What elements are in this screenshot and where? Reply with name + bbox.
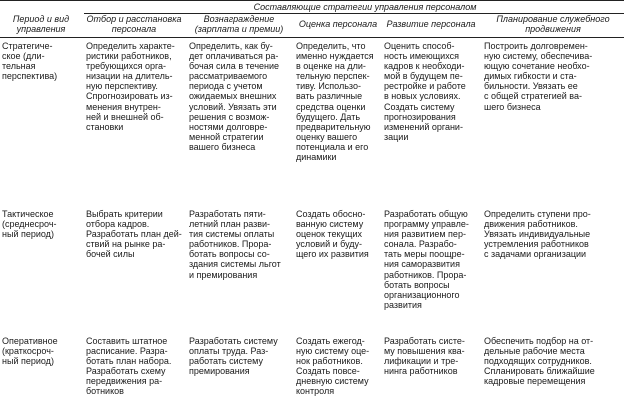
row-strategic-period: Стратегиче- ское (дли- тельная перспектива) [2,41,58,82]
header-bottom-rule [0,37,624,38]
top-rule [0,0,624,1]
col-header-reward: Вознаграждение (зарплата и премии) [194,14,284,34]
row-operational-career: Обеспечить подбор на от- дельные рабочие места подходящих сотрудников. Спланировать ближайшие кадровые перемещения [484,336,595,387]
col-header-period: Период и вид управления [12,14,70,34]
row-tactical-assessment: Создать обосно- ванную систему оценок текущих условий и буду- щего их развития [296,209,369,260]
row-strategic-development: Оценить способ- ность имеющихся кадров к необходи- мой в будущем пе- рестройке и работе в новых условиях. Создать систему прогнозирования изменений органи- зации [384,41,466,142]
row-strategic-assessment: Определить, что именно нуждается в оценке на дли- тельную перспек- тиву. Использо- вать различные средства оценки будущего. Дать предварительную оценку вашего потенциала и его динамики [296,41,374,163]
col-header-development: Развитие персонала [386,19,476,29]
row-strategic-reward: Определить, как бу- дет оплачиваться ра- бочая сила в течение рассматриваемого периода с учетом ожидаемых внешних условий. Увязать эти решения с возмож- ностями долговре- менной стратегии вашего бизнеса [189,41,280,152]
row-tactical-period: Тактическое (среднесроч- ный период) [2,209,57,240]
row-operational-reward: Разработать систему оплаты труда. Раз- работать систему премирования [189,336,278,377]
row-operational-assessment: Создать ежегод- ную систему оце- нок работников. Создать повсе- дневную систему контроля [296,336,370,397]
row-operational-selection: Составить штатное расписание. Разра- ботать план набора. Разработать схему передвижения ра- ботников [86,336,172,397]
row-tactical-development: Разработать общую программу управле- ния развитием пер- сонала. Разрабо- тать меры поощре- ния саморазвития работников. Прора- ботать вопросы организационного развития [384,209,469,310]
row-strategic-career: Построить долговремен- ную систему, обеспечива- ющую сочетание необхо- димых гибкости и ста- бильности. Увязать ее с общей стратегией ва- шего бизнеса [484,41,593,112]
row-strategic-selection: Определить характе- ристики работников, требующихся орга- низации на длитель- ную перспективу. Спрогнозировать из- менения внутрен- ней и внешней об- становки [86,41,175,132]
row-operational-period: Оперативное (краткосроч- ный период) [2,336,58,367]
row-tactical-career: Определить ступени про- движения работников. Увязать индивидуальные устремления работников с задачами организации [484,209,591,260]
row-tactical-reward: Разработать пяти- летний план разви- тия системы оплаты работников. Прора- ботать вопросы со- здания системы льгот и премирования [189,209,281,280]
group-header: Составляющие стратегии управления персоналом [253,2,477,12]
row-operational-development: Разработать систе- му повышения ква- лификации и тре- нинга работников [384,336,465,377]
row-tactical-selection: Выбрать критерии отбора кадров. Разработать план дей- ствий на рынке ра- бочей силы [86,209,182,260]
col-header-selection: Отбор и расстановка персонала [86,14,182,34]
col-header-career: Планирование служебного продвижения [496,14,610,34]
col-header-assessment: Оценка персонала [298,19,378,29]
